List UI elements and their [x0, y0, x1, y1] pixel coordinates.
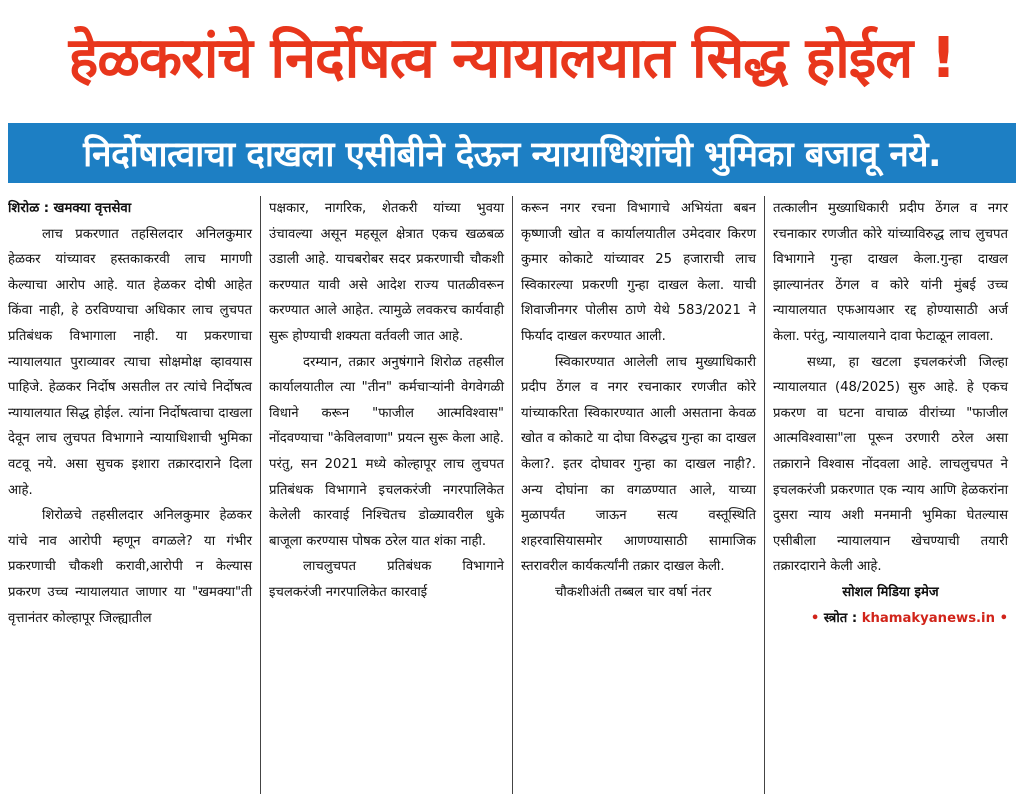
bullet-icon: • [999, 610, 1008, 626]
paragraph: लाच प्रकरणात तहसिलदार अनिलकुमार हेळकर यांच्यावर हस्तकाकरवी लाच मागणी केल्याचा आरोप आहे. यात हेळकर दोषी आहेत किंवा नाही, हे ठरविण्याचा अधिकार लाच लुचपत प्रतिबंधक विभागाला नाही. या प्रकरणाचा न्यायालयात पुराव्यावर त्याचा सोक्षमोक्ष व्हावयास पाहिजे. हेळकर निर्दोष असतील तर त्यांचे निर्दोषत्व न्यायालयात सिद्ध होईल. त्यांना निर्दोषत्वाचा दाखला देवून लाच लुचपत विभागाने न्यायाधिशाची भुमिका वटवू नये. असा सुचक इशारा तक्रारदाराने दिला आहे. [8, 226, 252, 498]
article-columns [8, 196, 1016, 794]
source-label: स्त्रोत : [823, 610, 862, 626]
article-column-3 [512, 196, 764, 794]
paragraph: करून नगर रचना विभागाचे अभियंता बबन कृष्णाजी खोत व कार्यालयातील उमेदवार किरण कुमार कोकाटे यांच्यावर 25 हजाराची लाच स्विकारल्या प्रकरणी गुन्हा दाखल केला. याची शिवाजीनगर पोलीस ठाणे येथे 583/2021 ने फिर्याद दाखल करण्यात आली. [521, 201, 756, 344]
sub-headline-banner: निर्दोषात्वाचा दाखला एसीबीने देऊन न्यायाधिशांची भुमिका बजावू नये. [8, 123, 1016, 183]
article-column-2 [260, 196, 512, 794]
source-line [773, 606, 1008, 632]
paragraph: तत्कालीन मुख्याधिकारी प्रदीप ठेंगल व नगर रचनाकार रणजीत कोरे यांच्याविरुद्ध लाच लुचपत विभागाने गुन्हा दाखल केला.गुन्हा दाखल झाल्यानंतर ठेंगल व कोरे यांनी मुंबई उच्च न्यायालयात एफआयआर रद्द होण्यासाठी अर्ज केला. परंतु, न्यायालयाने दावा फेटाळून लावला. [773, 201, 1008, 344]
paragraph: दरम्यान, तक्रार अनुषंगाने शिरोळ तहसील कार्यालयातील त्या "तीन" कर्मचाऱ्यांनी वेगवेगळी विधाने करून "फाजील आत्मविश्वास" नोंदवण्याचा "केविलवाणा" प्रयत्न सुरू केला आहे. परंतु, सन 2021 मध्ये कोल्हापूर लाच लुचपत प्रतिबंधक विभागाने इचलकरंजी नगरपालिकेत केलेली कारवाई निश्चितच डोळ्यावरील धुके बाजूला करण्यास पोषक ठरेल यात शंका नाही. [269, 354, 504, 549]
paragraph: स्विकारण्यात आलेली लाच मुख्याधिकारी प्रदीप ठेंगल व नगर रचनाकार रणजीत कोरे यांच्याकरिता स्विकारण्यात आली असताना केवळ खोत व कोकाटे या दोघा विरुद्धच गुन्हा का दाखल केला?. इतर दोघावर गुन्हा का दाखल नाही?. अन्य दोघांना का वगळण्यात आले, याच्या मुळापर्यंत जाऊन सत्य वस्तूस्थिति शहरवासियासमोर आणण्यासाठी सामाजिक स्तरावरील कार्यकर्त्यांनी तक्रार दाखल केली. [521, 354, 756, 575]
source-url[interactable]: khamakyanews.in [861, 610, 995, 626]
article-column-1 [8, 196, 260, 794]
paragraph: चौकशीअंती तब्बल चार वर्षा नंतर [555, 584, 712, 600]
article-column-4 [764, 196, 1016, 794]
dateline: शिरोळ : खमक्या वृत्तसेवा [8, 201, 132, 216]
paragraph: पक्षकार, नागरिक, शेतकरी यांच्या भुवया उंचावल्या असून महसूल क्षेत्रात एकच खळबळ उडाली आहे. याचबरोबर सदर प्रकरणाची चौकशी करण्यात यावी असे आदेश राज्य पातळीवरून करण्यात आले आहेत. त्यामुळे लवकरच कार्यवाही सुरू होण्याची शक्यता वर्तवली जात आहे. [269, 201, 504, 344]
bullet-icon: • [810, 610, 820, 626]
headline: हेळकरांचे निर्दोषत्व न्यायालयात सिद्ध होईल ! [68, 26, 956, 91]
paragraph: सध्या, हा खटला इचलकरंजी जिल्हा न्यायालयात (48/2025) सुरु आहे. हे एकच प्रकरण वा घटना वाचाळ वीरांच्या "फाजील आत्मविश्वासा"ला पूरून उरणारी ठरेल असा तक्राराने विश्वास नोंदवला आहे. लाचलुचपत ने इचलकरंजी प्रकरणात एक न्याय आणि हेळकरांना दुसरा न्याय अशी मनमानी भुमिका घेतल्यास एसीबीला न्यायालयान खेचण्याची तयारी तक्रारदाराने केली आहे. [773, 354, 1008, 575]
image-credit: सोशल मिडिया इमेज [842, 584, 939, 600]
paragraph: लाचलुचपत प्रतिबंधक विभागाने इचलकरंजी नगरपालिकेत कारवाई [269, 559, 504, 600]
paragraph: शिरोळचे तहसीलदार अनिलकुमार हेळकर यांचे नाव आरोपी म्हणून वगळले? या गंभीर प्रकरणाची चौकशी करावी,आरोपी न केल्यास प्रकरण उच्च न्यायालयात जाणार या "खमक्या"ती वृत्तानंतर कोल्हापूर जिल्ह्यातील [8, 508, 252, 626]
